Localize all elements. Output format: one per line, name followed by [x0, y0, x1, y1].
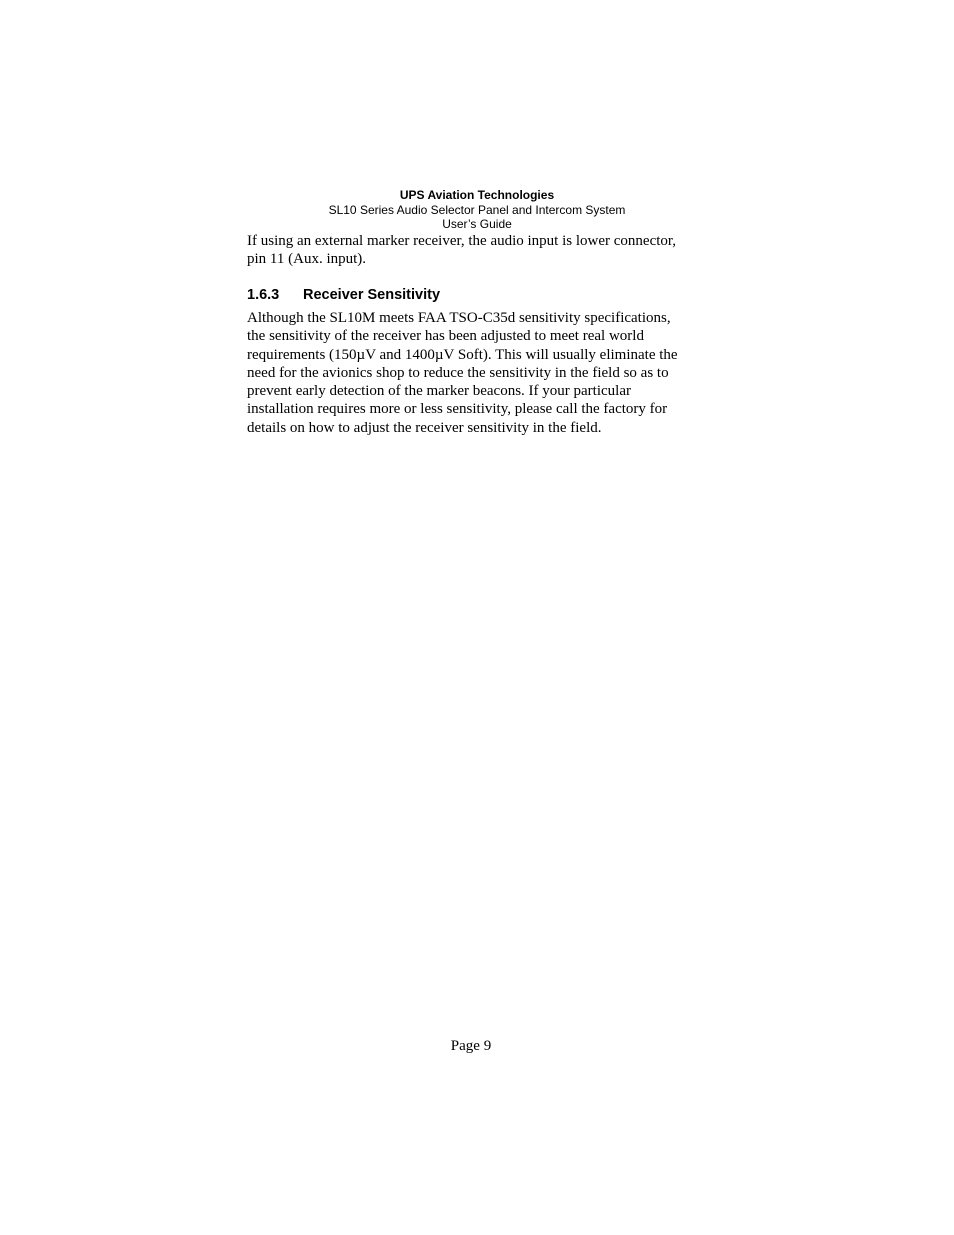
paragraph-line: pin 11 (Aux. input). — [247, 251, 367, 268]
page-number: Page 9 — [450, 1038, 492, 1054]
paragraph-line: the sensitivity of the receiver has been adjusted to meet real world — [247, 328, 644, 345]
header-product: SL10 Series Audio Selector Panel and Intercom System — [328, 202, 626, 217]
header-company: UPS Aviation Technologies — [399, 188, 555, 202]
paragraph-line: requirements (150µV and 1400µV Soft). This will usually eliminate the — [247, 346, 678, 363]
paragraph-line: need for the avionics shop to reduce the sensitivity in the field so as to — [247, 364, 669, 381]
paragraph-line: Although the SL10M meets FAA TSO-C35d sensitivity specifications, — [247, 310, 671, 326]
section-title: Receiver Sensitivity — [303, 287, 441, 303]
paragraph-line: prevent early detection of the marker beacons. If your particular — [247, 383, 631, 400]
section-heading — [247, 286, 440, 304]
section-number: 1.6.3 — [247, 287, 280, 303]
intro-paragraph — [247, 232, 707, 269]
section-paragraph — [247, 309, 707, 437]
paragraph-line: installation requires more or less sensitivity, please call the factory for — [247, 401, 668, 418]
header-doc-type: User’s Guide — [442, 217, 512, 231]
running-header — [247, 188, 707, 232]
paragraph-line: details on how to adjust the receiver sensitivity in the field. — [247, 419, 602, 436]
paragraph-line: If using an external marker receiver, the audio input is lower connector, — [247, 233, 677, 249]
